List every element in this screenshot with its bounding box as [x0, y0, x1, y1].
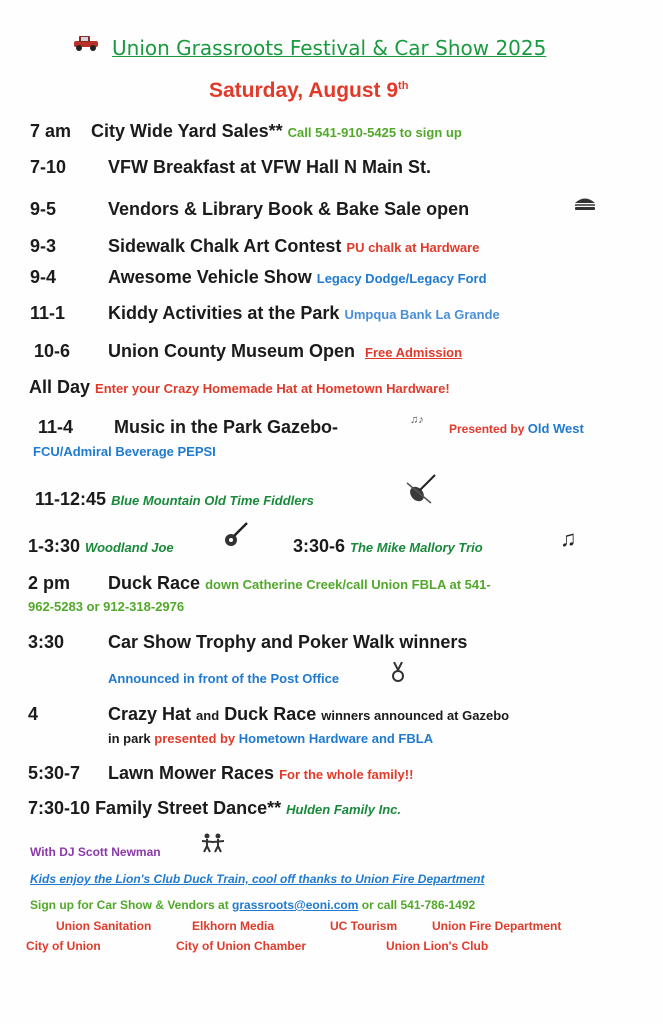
- post-office-announcement: Announced in front of the Post Office: [108, 671, 340, 686]
- schedule-row-vfw-breakfast: 7-10 VFW Breakfast at VFW Hall N Main St.: [30, 157, 432, 177]
- schedule-row-trophy-winners: 3:30 Car Show Trophy and Poker Walk winners: [28, 632, 468, 652]
- schedule-row-mallory-trio: 3:30-6 The Mike Mallory Trio: [293, 536, 483, 556]
- schedule-row-kiddy-activities: 11-1 Kiddy Activities at the Park Umpqua Bank La Grande: [30, 303, 500, 323]
- dancers-icon: [201, 833, 225, 853]
- music-sponsor-line2: FCU/Admiral Beverage PEPSI: [33, 444, 216, 459]
- sponsor-union-fire: Union Fire Department: [432, 919, 562, 933]
- guitar-icon: [222, 521, 250, 549]
- sponsor-uc-tourism: UC Tourism: [330, 919, 398, 933]
- sponsor-lions-club: Union Lion's Club: [386, 939, 489, 953]
- hamburger-icon: [573, 196, 597, 212]
- schedule-row-music-gazebo: 11-4 Music in the Park Gazebo-: [38, 417, 339, 437]
- schedule-row-crazy-hat-entry: All Day Enter your Crazy Homemade Hat at Hometown Hardware!: [29, 377, 450, 397]
- sponsor-union-chamber: City of Union Chamber: [176, 939, 307, 953]
- schedule-row-winners-announced: 4 Crazy Hat and Duck Race winners announced at Gazebo: [28, 704, 510, 724]
- schedule-row-lawn-mower: 5:30-7 Lawn Mower Races For the whole family!!: [28, 763, 414, 783]
- sponsor-elkhorn-media: Elkhorn Media: [192, 919, 275, 933]
- schedule-row-chalk-art: 9-3 Sidewalk Chalk Art Contest PU chalk at Hardware: [30, 236, 480, 256]
- kids-duck-train: Kids enjoy the Lion's Club Duck Train, cool off thanks to Union Fire Department: [30, 872, 485, 886]
- event-date: Saturday, August 9th: [209, 79, 409, 102]
- schedule-row-vendors: 9-5 Vendors & Library Book & Bake Sale open: [30, 199, 470, 219]
- sponsor-union-sanitation: Union Sanitation: [56, 919, 152, 933]
- schedule-row-vehicle-show: 9-4 Awesome Vehicle Show Legacy Dodge/Legacy Ford: [30, 267, 487, 287]
- schedule-row-duck-race: 2 pm Duck Race down Catherine Creek/call Union FBLA at 541-: [28, 573, 491, 593]
- schedule-row-street-dance: 7:30-10 Family Street Dance** Hulden Family Inc.: [28, 798, 402, 818]
- dj-credit: With DJ Scott Newman: [30, 845, 161, 859]
- festival-title: Union Grassroots Festival & Car Show 2025: [112, 36, 547, 60]
- music-presented-by: Presented by Old West: [449, 421, 584, 436]
- music-note-icon: ♫: [560, 526, 577, 551]
- schedule-row-woodland-joe: 1-3:30 Woodland Joe: [28, 536, 174, 556]
- sponsor-city-of-union: City of Union: [26, 939, 101, 953]
- music-notes-icon: ♫♪: [410, 414, 424, 426]
- duck-race-phone: 962-5283 or 912-318-2976: [28, 599, 185, 614]
- email-link[interactable]: grassroots@eoni.com: [232, 898, 359, 912]
- schedule-row-museum: 10-6 Union County Museum Open Free Admission: [34, 341, 463, 361]
- medal-icon: [391, 662, 405, 684]
- fiddle-icon: [405, 473, 439, 505]
- schedule-row-yard-sales: 7 am City Wide Yard Sales** Call 541-910-5425 to sign up: [30, 121, 462, 141]
- schedule-row-fiddlers: 11-12:45 Blue Mountain Old Time Fiddlers: [35, 489, 314, 509]
- signup-info: Sign up for Car Show & Vendors at grassroots@eoni.com or call 541-786-1492: [30, 898, 476, 912]
- winners-presented-by: in park presented by Hometown Hardware and FBLA: [108, 731, 434, 746]
- car-icon: [72, 34, 100, 52]
